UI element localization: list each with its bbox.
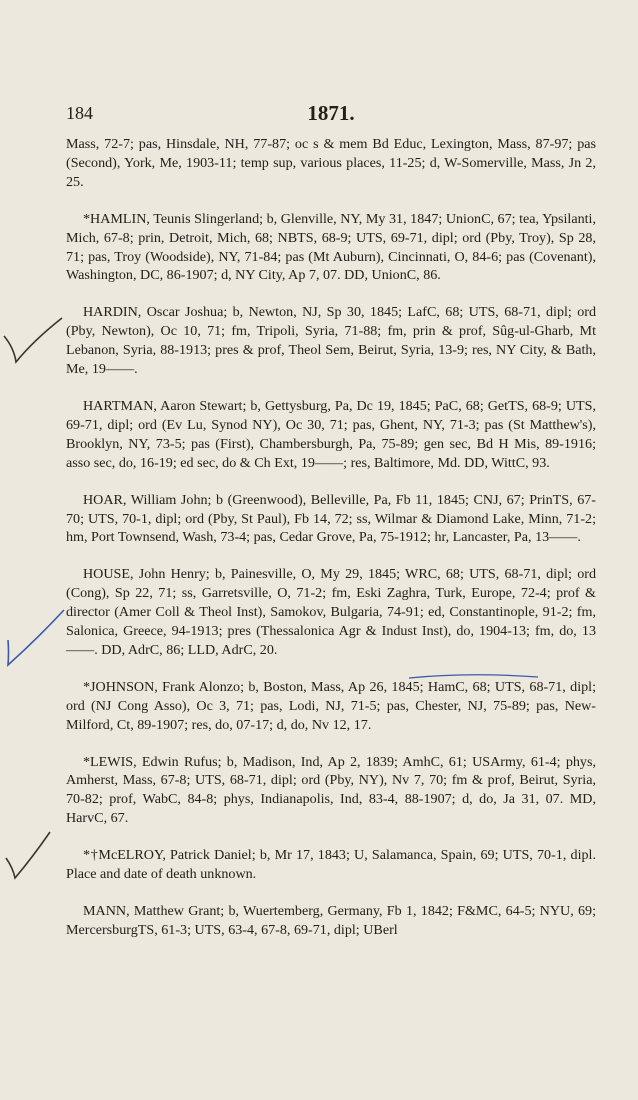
entry-mcelroy: *†McELROY, Patrick Daniel; b, Mr 17, 1843; U, Salamanca, Spain, 69; UTS, 70-1, dipl. Place and date of death unknown.	[66, 847, 596, 883]
entry-hoar: HOAR, William John; b (Greenwood), Belleville, Pa, Fb 11, 1845; CNJ, 67; PrinTS, 67-70; UTS, 70-1, dipl; ord (Pby, St Paul), Fb 14, 72; ss, Wilmar & Diamond Lake, Minn, 71-2; hm, Port Townsend, Wash, 73-4; pas, Cedar Grove, Pa, 75-1912; hr, Lancaster, Pa, 13——.	[66, 491, 596, 546]
checkmark-hardin	[4, 318, 62, 362]
checkmark-house	[8, 610, 64, 665]
page-title-year: 1871.	[307, 101, 355, 125]
page-header	[66, 103, 596, 129]
entry-mann: MANN, Matthew Grant; b, Wuertemberg, Germany, Fb 1, 1842; F&MC, 64-5; NYU, 69; MercersburgTS, 61-3; UTS, 63-4, 67-8, 69-71, dipl; UBerl	[66, 903, 596, 938]
entry-continued: Mass, 72-7; pas, Hinsdale, NH, 77-87; oc s & mem Bd Educ, Lexington, Mass, 87-97; pas (Second), York, Me, 1903-11; temp sup, various places, 11-25; d, W-Somerville, Mass, Jn 2, 25.	[66, 136, 596, 190]
checkmark-lewis	[6, 832, 50, 878]
entry-lewis: *LEWIS, Edwin Rufus; b, Madison, Ind, Ap 2, 1839; AmhC, 61; USArmy, 61-4; phys, Amherst, Mass, 67-8; UTS, 68-71, dipl; ord (Pby, NY), Nv 7, 70; fm & prof, Beirut, Syria, 70-82; prof, WabC, 84-8; phys, Indianapolis, Ind, 83-4, 88-1907; d, do, Ja 31, 07. MD, HarvC, 67.	[66, 753, 596, 827]
entries-list	[66, 135, 596, 958]
entry-johnson: *JOHNSON, Frank Alonzo; b, Boston, Mass, Ap 26, 1845; HamC, 68; UTS, 68-71, dipl; ord (NJ Cong Asso), Oc 3, 71; pas, Lodi, NJ, 71-5; pas, Chester, NJ, 75-89; pas, New-Milford, Ct, 89-1907; res, do, 07-17; d, do, Nv 12, 17.	[66, 678, 596, 733]
entry-hardin: HARDIN, Oscar Joshua; b, Newton, NJ, Sp 30, 1845; LafC, 68; UTS, 68-71, dipl; ord (Pby, Newton), Oc 10, 71; fm, Tripoli, Syria, 71-88; fm, prin & prof, Sûg-ul-Gharb, Mt Lebanon, Syria, 88-1913; pres & prof, Theol Sem, Beirut, Syria, 13-9; res, NY City, & Bath, Me, 19——.	[66, 304, 596, 378]
entry-house: HOUSE, John Henry; b, Painesville, O, My 29, 1845; WRC, 68; UTS, 68-71, dipl; ord (Cong), Sp 22, 71; ss, Garretsville, O, 71-2; fm, Eski Zaghra, Turk, Europe, 72-4; prof & director (Amer Coll & Theol Inst), Samokov, Bulgaria, 74-91; ed, Constantinople, 91-2; fm, Salonica, Greece, 94-1913; pres (Thessalonica Agr & Indust Inst), do, 1904-13; fm, do, 13——. DD, AdrC, 86; LLD, AdrC, 20.	[66, 566, 596, 658]
page-number: 184	[66, 103, 93, 123]
entry-hamlin: *HAMLIN, Teunis Slingerland; b, Glenville, NY, My 31, 1847; UnionC, 67; tea, Ypsilanti, Mich, 67-8; prin, Detroit, Mich, 68; NBTS, 68-9; UTS, 69-71, dipl; ord (Pby, Troy), Sp 28, 71; pas, Troy (Woodside), NY, 71-84; pas (Mt Auburn), Cincinnati, O, 84-6; pas (Covenant), Washington, DC, 86-1907; d, NY City, Ap 7, 07. DD, UnionC, 86.	[66, 210, 596, 284]
entry-hartman: HARTMAN, Aaron Stewart; b, Gettysburg, Pa, Dc 19, 1845; PaC, 68; GetTS, 68-9; UTS, 69-71, dipl; ord (Ev Lu, Synod NY), Oc 30, 71; pas, Ghent, NY, 71-3; pas (St Matthew's), Brooklyn, NY, 73-5; pas (First), Chambersburgh, Pa, 75-89; gen sec, Bd H Mis, 89-1916; asso sec, do, 16-19; ed sec, do & Ch Ext, 19——; res, Baltimore, Md. DD, WittC, 93.	[66, 397, 596, 471]
